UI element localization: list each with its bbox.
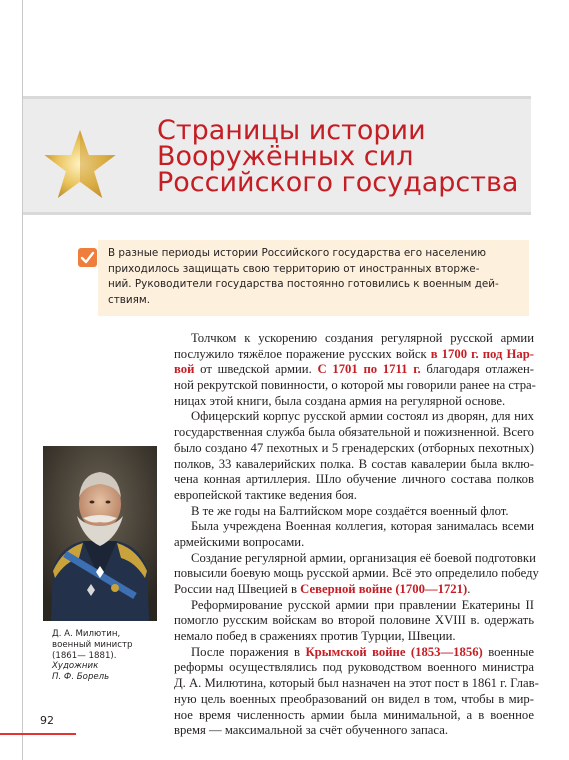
text-line: Была учреждена Военная коллегия, которая занималась всеми (191, 519, 534, 534)
intro-line: ний. Руководители государства постоянно готовились к военным дей- (108, 278, 499, 291)
highlight-date: вой (174, 362, 195, 377)
main-text (174, 331, 539, 739)
text-line: ницах этой книги, была создана армия на регулярной основе. (174, 393, 506, 408)
highlight-event: Северной войне (1700—1721) (300, 582, 468, 596)
text-line: Д. А. Милютина, который был назначен на этот пост в 1861 г. Глав- (174, 676, 539, 691)
text-line: помогло русским войскам во второй половине XVIII в. одержать (174, 613, 534, 628)
caption-name: Д. А. Милютин, (52, 629, 121, 639)
text-line: Реформирование русской армии при правлении Екатерины II (191, 597, 534, 612)
header-top-accent (23, 96, 531, 99)
text-line: В те же годы на Балтийском море создаётся военный флот. (191, 503, 509, 518)
text-line: Офицерский корпус русской армии состоял из дворян, для них (191, 409, 534, 424)
title-line-3: Российского государства (157, 167, 519, 198)
text-line: повысили боевую мощь русской армии. Всё это определило победу (174, 566, 539, 581)
title-line-1: Страницы истории (157, 115, 426, 146)
text-line: Создание регулярной армии, организация её боевой подготовки (191, 550, 536, 565)
text-line: государственная служба была обязательной и пожизненной. Всего (174, 425, 534, 440)
star-icon (43, 128, 117, 200)
text-line: Толчком к ускорению создания регулярной русской армии (191, 331, 534, 345)
text-line: немало побед в сражениях против Турции, Швеции. (174, 629, 456, 644)
intro-line: ствиям. (108, 293, 151, 306)
text-line: время — максимальной за счёт обученного запаса. (174, 723, 449, 738)
intro-line: В разные периоды истории Российского государства его населению (108, 247, 486, 259)
intro-text (108, 246, 524, 308)
caption-years: (1861— 1881). (52, 650, 117, 661)
portrait-image (43, 446, 157, 621)
highlight-event: Крымской войне (1853—1856) (305, 644, 483, 659)
caption-role: военный министр (52, 639, 133, 650)
text-line: ную цель военных преобразований он видел в том, чтобы в мир- (174, 691, 534, 706)
title-line-2: Вооружённых сил (157, 141, 414, 172)
header-bottom-accent (23, 212, 531, 215)
page-title (157, 115, 519, 198)
text-line: послужило тяжёлое поражение русских войск в 1700 г. под Нар- (174, 346, 534, 361)
text-line: После поражения в Крымской войне (1853—1856) военные (191, 644, 534, 659)
checkmark-icon (78, 248, 97, 267)
text-line: армейскими вопросами. (174, 534, 305, 549)
text-line: России над Швецией в Северной войне (1700—1721). (174, 582, 471, 596)
text-line: вой от шведской армии. С 1701 по 1711 г. благодаря отлажен- (174, 362, 534, 377)
portrait-caption (52, 629, 162, 683)
text-line: полков, 33 кавалерийских полка. В состав кавалерии была вклю- (174, 456, 534, 471)
text-line: ное время численность армии была минимальной, а в военное (174, 707, 534, 722)
page-number-rule (0, 733, 76, 735)
intro-line: приходилось защищать свою территорию от иностранных вторже- (108, 262, 480, 275)
text-line: чена конная артиллерия. Шло обучение личного состава полков (174, 472, 534, 487)
caption-artist-label: Художник (52, 661, 99, 672)
text-line: реформы осуществлялись под руководством военного министра (174, 660, 534, 675)
text-line: ной рекрутской повинности, о которой мы говорили ранее на стра- (174, 378, 536, 393)
highlight-date: в 1700 г. под Нар- (430, 346, 534, 361)
caption-artist: П. Ф. Борель (52, 672, 110, 683)
text-line: европейской тактике ведения боя. (174, 487, 357, 502)
page-number: 92 (40, 714, 54, 727)
text-line: было создано 47 пехотных и 5 гренадерских (отборных пехотных) (174, 440, 534, 455)
highlight-date: С 1701 по 1711 г. (317, 362, 421, 377)
